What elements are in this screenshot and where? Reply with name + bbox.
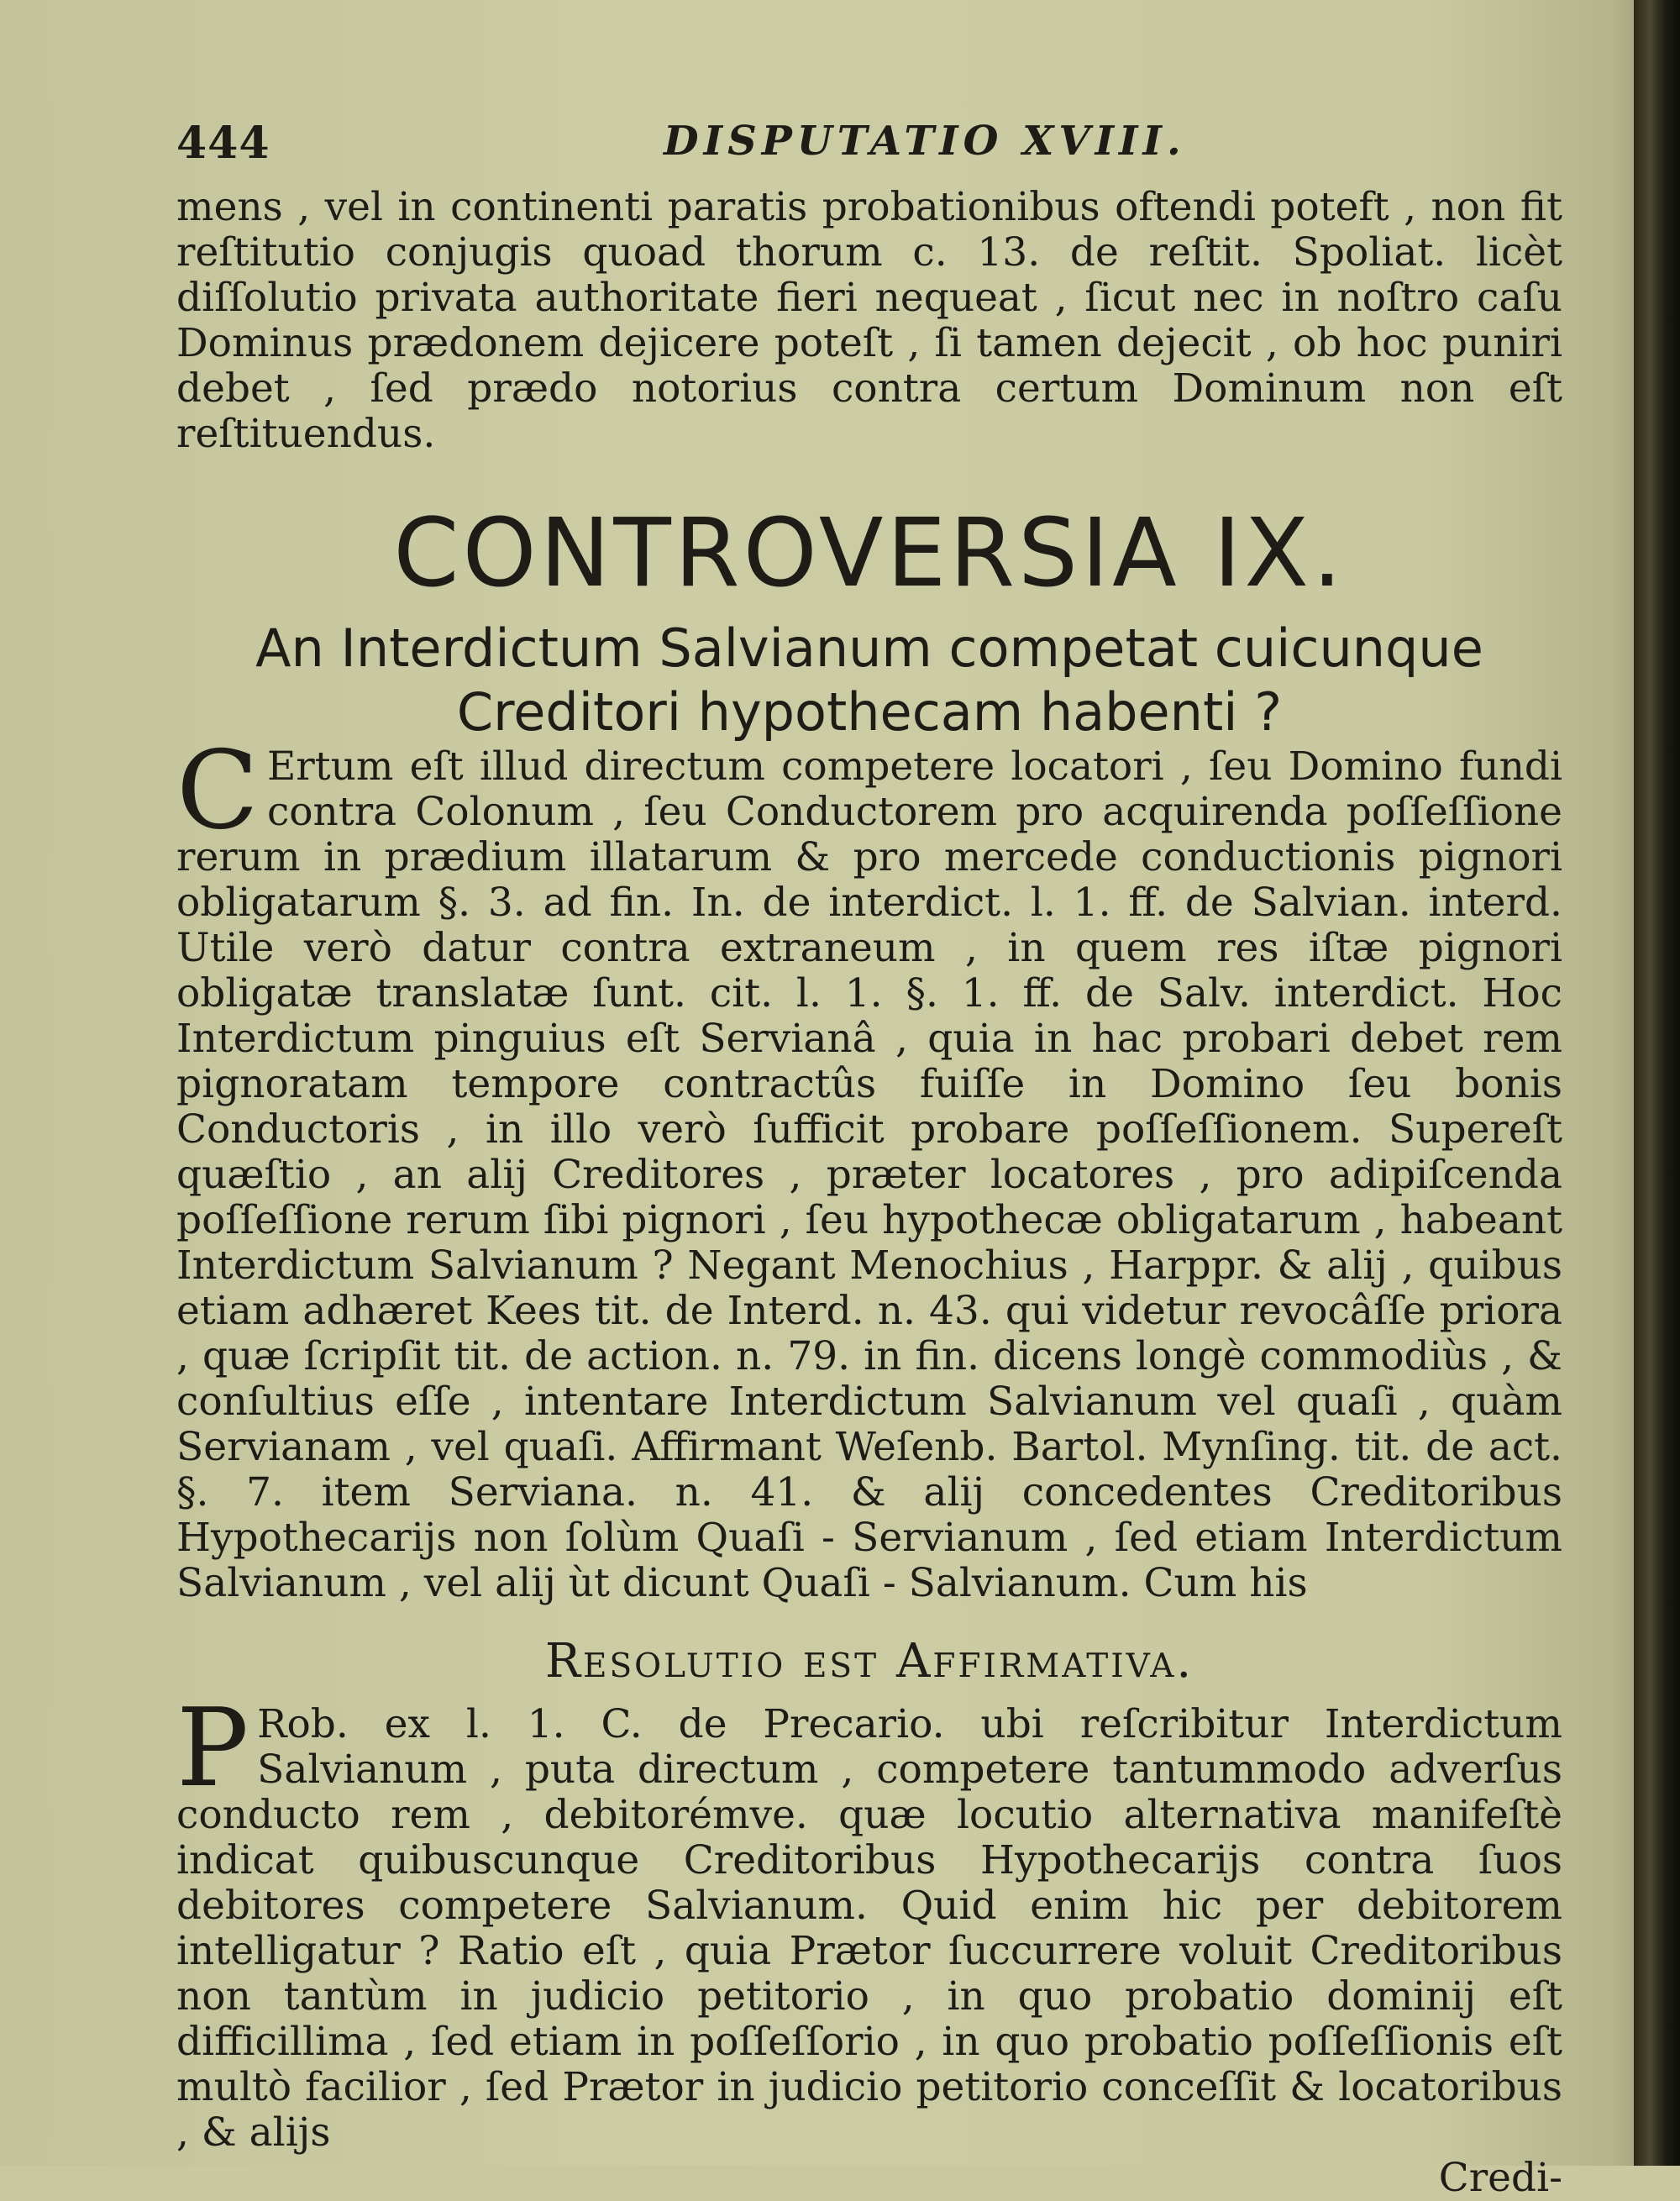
dropcap-c: C [176, 728, 259, 854]
page-header [176, 118, 1562, 185]
dropcap-p: P [176, 1686, 249, 1811]
paragraph-1-text: Ertum eſt illud directum competere locatori , ſeu Domino fundi contra Colonum , ſeu Conductorem pro acquirenda poſſeſſione rerum in prædium illatarum & pro mercede conductionis pignori obligatarum §. 3. ad fin. In. de interdict. l. 1. ff. de Salvian. interd. Utile verò datur contra extraneum , in quem res iſtæ pignori obligatæ translatæ ſunt. cit. l. 1. §. 1. ff. de Salv. interdict. Hoc Interdictum pinguius eſt Servianâ , quia in hac probari debet rem pignoratam tempore contractûs fuiſſe in Domino ſeu bonis Conductoris , in illo verò ſufficit probare poſſeſſionem. Supereſt quæſtio , an alij Creditores , præter locatores , pro adipiſcenda poſſeſſione rerum ſibi pignori , ſeu hypothecæ obligatarum , habeant Interdictum Salvianum ? Negant Menochius , Harppr. & alij , quibus etiam adhæret Kees tit. de Interd. n. 43. qui videtur revocâſſe priora , quæ ſcripſit tit. de action. n. 79. in fin. dicens longè commodiùs , & conſultius eſſe , intentare Interdictum Salvianum vel quaſi , quàm Servianam , vel quaſi. Affirmant Weſenb. Bartol. Mynſing. tit. de act. §. 7. item Serviana. n. 41. & alij concedentes Creditoribus Hypothecarijs non ſolùm Quaſi - Servianum , ſed etiam Interdictum Salvianum , vel alij ùt dicunt Quaſi - Salvianum. Cum his [176, 743, 1562, 1606]
catchword: Credi- [1438, 2155, 1562, 2201]
section-question: An Interdictum Salvianum competat cuicunque Creditori hypothecam habenti ? [255, 617, 1483, 743]
section-title: CONTROVERSIA IX. [393, 499, 1346, 608]
paragraph-1 [176, 728, 1562, 1606]
page-content [176, 118, 1562, 2201]
resolutio-heading: Resolutio est Affirmativa. [544, 1634, 1194, 1689]
paragraph-2 [176, 1686, 1562, 2156]
running-head: DISPUTATIO XVIII. [664, 118, 1186, 165]
paragraph-2-text: Rob. ex l. 1. C. de Precario. ubi reſcribitur Interdictum Salvianum , puta directum , competere tantummodo adverſus conducto rem , debitorémve. quæ locutio alternativa manifeſtè indicat quibuscunque Creditoribus Hypothecarijs contra ſuos debitores competere Salvianum. Quid enim hic per debitorem intelligatur ? Ratio eſt , quia Prætor ſuccurrere voluit Creditoribus non tantùm in judicio petitorio , in quo probatio dominij eſt difficillima , ſed etiam in poſſeſſorio , in quo probatio poſſeſſionis eſt multò facilior , ſed Prætor in judicio petitorio conceſſit & locatoribus , & alijs [176, 1701, 1562, 2156]
book-gutter-shadow [1634, 0, 1680, 2166]
intro-paragraph: mens , vel in continenti paratis probationibus oftendi poteft , non fit reſtitutio conjugis quoad thorum c. 13. de reſtit. Spoliat. licèt diſſolutio privata authoritate fieri nequeat , ſicut nec in noſtro caſu Dominus prædonem dejicere poteſt , ſi tamen dejecit , ob hoc puniri debet , ſed prædo notorius contra certum Dominum non eſt reſtituendus. [176, 184, 1562, 457]
page-number: 444 [176, 118, 270, 169]
